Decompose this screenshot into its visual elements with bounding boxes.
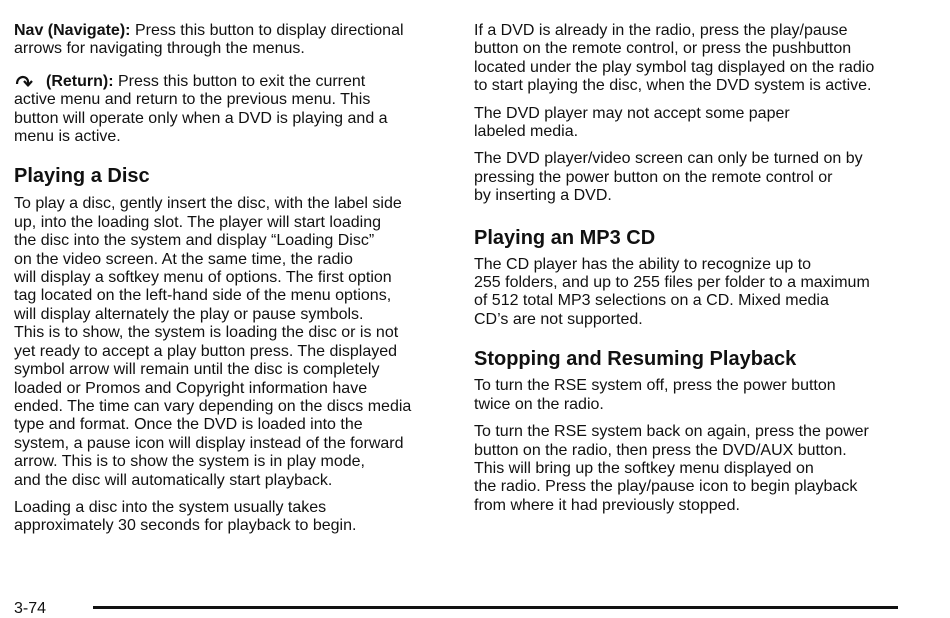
screen-power-paragraph: The DVD player/video screen can only be turned on by pressing the power button on the remote control or by inserting a DVD. xyxy=(474,150,863,205)
stopping-paragraph-2: To turn the RSE system back on again, press the power button on the radio, then press the DVD/AUX button. This will bring up the softkey menu displayed on the radio. Press the play/pause icon to begin playback from where it had previously stopped. xyxy=(474,423,869,514)
return-paragraph xyxy=(14,73,442,147)
right-column xyxy=(474,22,904,524)
page-number: 3-74 xyxy=(14,600,47,617)
footer-rule xyxy=(93,606,898,609)
return-arrow-icon xyxy=(14,73,40,87)
nav-term: Nav (Navigate): xyxy=(14,22,131,39)
nav-text: Press this button to display directional arrows for navigating through the menus. xyxy=(14,22,404,58)
heading-playing-an-mp3-cd: Playing an MP3 CD xyxy=(474,226,656,249)
return-term: (Return): xyxy=(46,72,114,90)
playing-disc-paragraph-2: This is to show, the system is loading the disc or is not yet ready to accept a play button press. The displayed symbol arrow will remain until the disc is completely loaded or Promos and Copyright information have ended. The time can vary depending on the discs media type and format. Once the DVD is loaded into the system, a pause icon will display instead of the forward arrow. This is to show the system is in play mode, and the disc will automatically start playback. xyxy=(14,324,412,489)
heading-stopping-and-resuming-playback: Stopping and Resuming Playback xyxy=(474,348,797,371)
playing-disc-paragraph-1: To play a disc, gently insert the disc, with the label side up, into the loading slot. The player will start loading the disc into the system and display “Loading Disc” on the video screen. At the same time, the radio will display a softkey menu of options. The first option tag located on the left-hand side of the menu options, will display alternately the play or pause symbols. xyxy=(14,195,402,323)
left-column xyxy=(14,22,442,545)
mp3-paragraph: The CD player has the ability to recognize up to 255 folders, and up to 255 files per folder to a maximum of 512 total MP3 selections on a CD. Mixed media CD’s are not supported. xyxy=(474,255,870,328)
heading-playing-a-disc: Playing a Disc xyxy=(14,165,150,188)
stopping-paragraph-1: To turn the RSE system off, press the power button twice on the radio. xyxy=(474,377,836,413)
nav-paragraph xyxy=(14,22,442,59)
return-text: Press this button to exit the current active menu and return to the previous menu. This button will operate only when a DVD is playing and a menu is active. xyxy=(14,72,388,146)
dvd-in-radio-paragraph: If a DVD is already in the radio, press the play/pause button on the remote control, or press the pushbutton located under the play symbol tag displayed on the radio to start playing the disc, when the DVD system is active. xyxy=(474,22,875,95)
playing-disc-paragraph-3: Loading a disc into the system usually takes approximately 30 seconds for playback to begin. xyxy=(14,498,357,535)
paper-label-paragraph: The DVD player may not accept some paper labeled media. xyxy=(474,104,790,141)
